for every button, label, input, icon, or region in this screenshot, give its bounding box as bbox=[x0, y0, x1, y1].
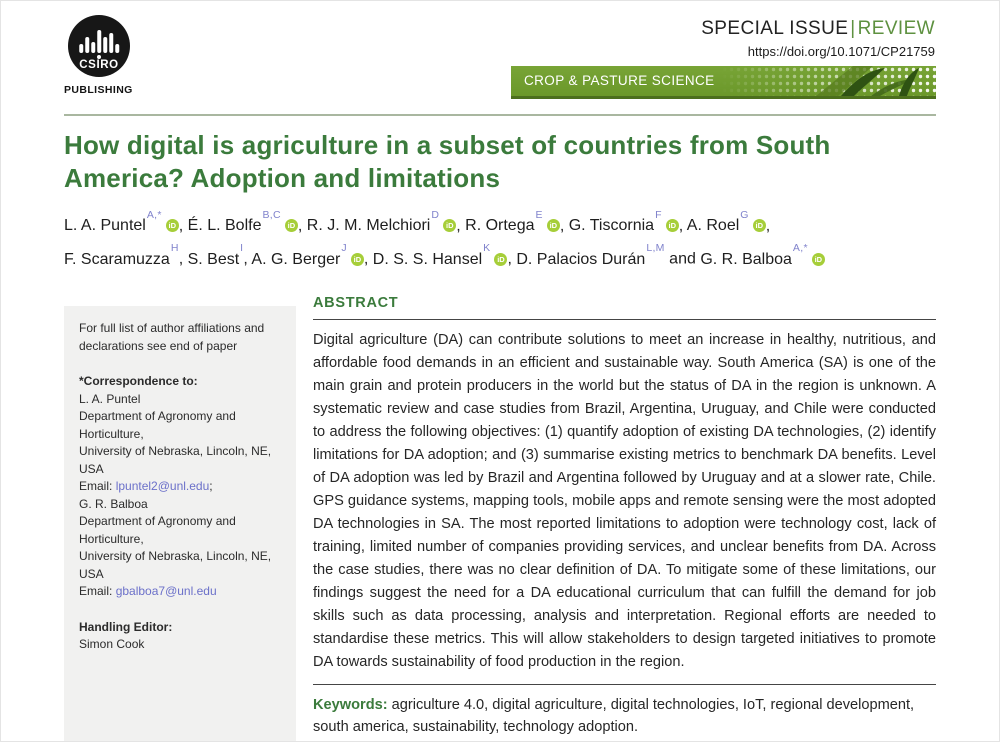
author-name: D. S. S. Hansel$^K$iD bbox=[373, 251, 508, 268]
correspondent-list bbox=[79, 391, 281, 601]
issue-type-line bbox=[701, 18, 935, 40]
author-name: R. J. M. Melchiori$^D$iD bbox=[307, 217, 456, 234]
orcid-icon[interactable]: iD bbox=[547, 219, 560, 232]
correspondent-line: Department of Agronomy and Horticulture, bbox=[79, 514, 236, 546]
correspondence-box bbox=[64, 306, 296, 742]
author-name: F. Scaramuzza$^H$ bbox=[64, 242, 179, 268]
journal-name: CROP & PASTURE SCIENCE bbox=[524, 73, 715, 88]
publisher-logo bbox=[64, 15, 134, 96]
abstract-top-rule bbox=[313, 319, 936, 320]
email-link[interactable]: lpuntel2@unl.edu bbox=[115, 479, 210, 493]
author-affiliation-superscript: K bbox=[483, 242, 491, 255]
keywords-line bbox=[313, 694, 936, 738]
article-title: How digital is agriculture in a subset of countries from South America? Adoption and limitations bbox=[64, 130, 831, 193]
correspondence-label: *Correspondence to: bbox=[79, 374, 198, 388]
author-affiliation-superscript: E bbox=[535, 209, 543, 221]
author-name: L. A. Puntel$^{A,*}$iD bbox=[64, 217, 179, 234]
correspondent-email-line: Email: lpuntel2@unl.edu; bbox=[79, 479, 213, 493]
csiro-logo-icon bbox=[68, 15, 130, 77]
author-affiliation-superscript: G bbox=[740, 209, 749, 221]
keywords-top-rule bbox=[313, 684, 936, 685]
author-name: D. Palacios Durán$^{L,M}$ bbox=[516, 242, 665, 268]
article-type-label: REVIEW bbox=[857, 18, 935, 39]
correspondent-line: G. R. Balboa bbox=[79, 496, 148, 511]
author-name: S. Best$^I$ bbox=[187, 242, 244, 268]
correspondent bbox=[79, 496, 281, 601]
correspondent-line: L. A. Puntel bbox=[79, 391, 141, 406]
author-name: A. Roel$^G$iD bbox=[687, 217, 766, 234]
correspondent bbox=[79, 391, 281, 496]
author-name: R. Ortega$^E$iD bbox=[465, 217, 560, 234]
csiro-soundbars-icon bbox=[79, 26, 119, 53]
orcid-icon[interactable]: iD bbox=[812, 253, 825, 266]
author-affiliation-superscript: A,* bbox=[792, 242, 808, 255]
author-name: G. R. Balboa$^{A,*}$iD bbox=[700, 251, 825, 268]
banner-decoration-leaves-icon bbox=[721, 66, 936, 96]
header-divider-rule bbox=[64, 114, 936, 116]
correspondent-line: University of Nebraska, Lincoln, NE, USA bbox=[79, 444, 272, 476]
abstract-text: Digital agriculture (DA) can contribute solutions to meet an increase in healthy, nutritious, and affordable food demands in an efficient and sustainable way. South America (SA) is one of the main grain and protein producers in the world but the status of DA in the region is unknown. A systematic review and case studies from Brazil, Argentina, Uruguay, and Chile were conducted to address the following objectives: (1) quantify adoption of existing DA technologies, (2) identify limitations for DA adoption; and (3) summarise existing metrics to benchmark DA benefits. Level of DA adoption was led by Brazil and Argentina followed by Uruguay and at a slower rate, Chile. GPS guidance systems, mapping tools, mobile apps and remote sensing were the most adopted DA technologies in SA. The most reported limitations to adoption were technology cost, lack of training, limited number of companies providing services, and unclear benefits from DA. Across the case studies, there was no clear definition of DA. To mitigate some of these limitations, our findings suggest the need for a DA educational curriculum that can fulfill the demand for job skills such as data processing, analysis and interpretation. Regional efforts are needed to standardise these metrics. This will allow stakeholders to design targeted initiatives to promote DA towards sustainability of food production in the region. bbox=[313, 332, 936, 670]
orcid-icon[interactable]: iD bbox=[351, 253, 364, 266]
handling-editor-label: Handling Editor: bbox=[79, 619, 173, 634]
author-affiliation-superscript: D bbox=[431, 209, 440, 221]
keywords-label: Keywords: bbox=[313, 697, 388, 713]
email-link[interactable]: gbalboa7@unl.edu bbox=[115, 584, 217, 598]
handling-editor-name: Simon Cook bbox=[79, 637, 145, 651]
journal-banner bbox=[511, 66, 936, 99]
author-name: G. Tiscornia$^F$iD bbox=[569, 217, 679, 234]
author-affiliation-superscript: H bbox=[170, 242, 179, 255]
abstract-heading: ABSTRACT bbox=[313, 295, 399, 311]
author-name: É. L. Bolfe$^{B,C}$iD bbox=[188, 217, 298, 234]
author-affiliation-superscript: L,M bbox=[646, 242, 665, 255]
author-name: A. G. Berger$^J$iD bbox=[251, 251, 363, 268]
orcid-icon[interactable]: iD bbox=[494, 253, 507, 266]
correspondent-line: University of Nebraska, Lincoln, NE, USA bbox=[79, 549, 272, 581]
csiro-logo-text: CSIRO bbox=[79, 59, 119, 71]
publisher-label: PUBLISHING bbox=[64, 84, 133, 96]
affiliation-note: For full list of author affiliations and declarations see end of paper bbox=[79, 321, 265, 353]
orcid-icon[interactable]: iD bbox=[666, 219, 679, 232]
author-affiliation-superscript: A,* bbox=[146, 209, 162, 221]
orcid-icon[interactable]: iD bbox=[443, 219, 456, 232]
author-affiliation-superscript: B,C bbox=[262, 209, 281, 221]
author-affiliation-superscript: J bbox=[341, 242, 347, 255]
correspondent-email-line: Email: gbalboa7@unl.edu bbox=[79, 584, 217, 598]
author-affiliation-superscript: I bbox=[240, 242, 244, 255]
author-affiliation-superscript: F bbox=[655, 209, 662, 221]
author-list: L. A. Puntel$^{A,*}$iD , É. L. Bolfe$^{B,C}$iD , R. J. M. Melchiori$^D$iD , R. Ortega$^E$iD , G. Tiscornia$^F$iD , A. Roel$^G$iD , F. Scaramuzza$^H$, S. Best$^I$, A. G. Berger$^J$iD , D. S. S. Hansel$^K$iD , D. Palacios Durán$^{L,M}$ and G. R. Balboa$^{A,*}$iD bbox=[64, 207, 954, 274]
keywords-text: agriculture 4.0, digital agriculture, digital technologies, IoT, regional development, south america, sustainability, technology adoption. bbox=[313, 697, 915, 735]
correspondent-line: Department of Agronomy and Horticulture, bbox=[79, 409, 236, 441]
orcid-icon[interactable]: iD bbox=[166, 219, 179, 232]
abstract-section bbox=[313, 295, 936, 738]
issue-divider: | bbox=[850, 18, 856, 39]
special-issue-label: SPECIAL ISSUE bbox=[701, 18, 849, 39]
orcid-icon[interactable]: iD bbox=[285, 219, 298, 232]
orcid-icon[interactable]: iD bbox=[753, 219, 766, 232]
doi-link[interactable]: https://doi.org/10.1071/CP21759 bbox=[747, 44, 935, 59]
